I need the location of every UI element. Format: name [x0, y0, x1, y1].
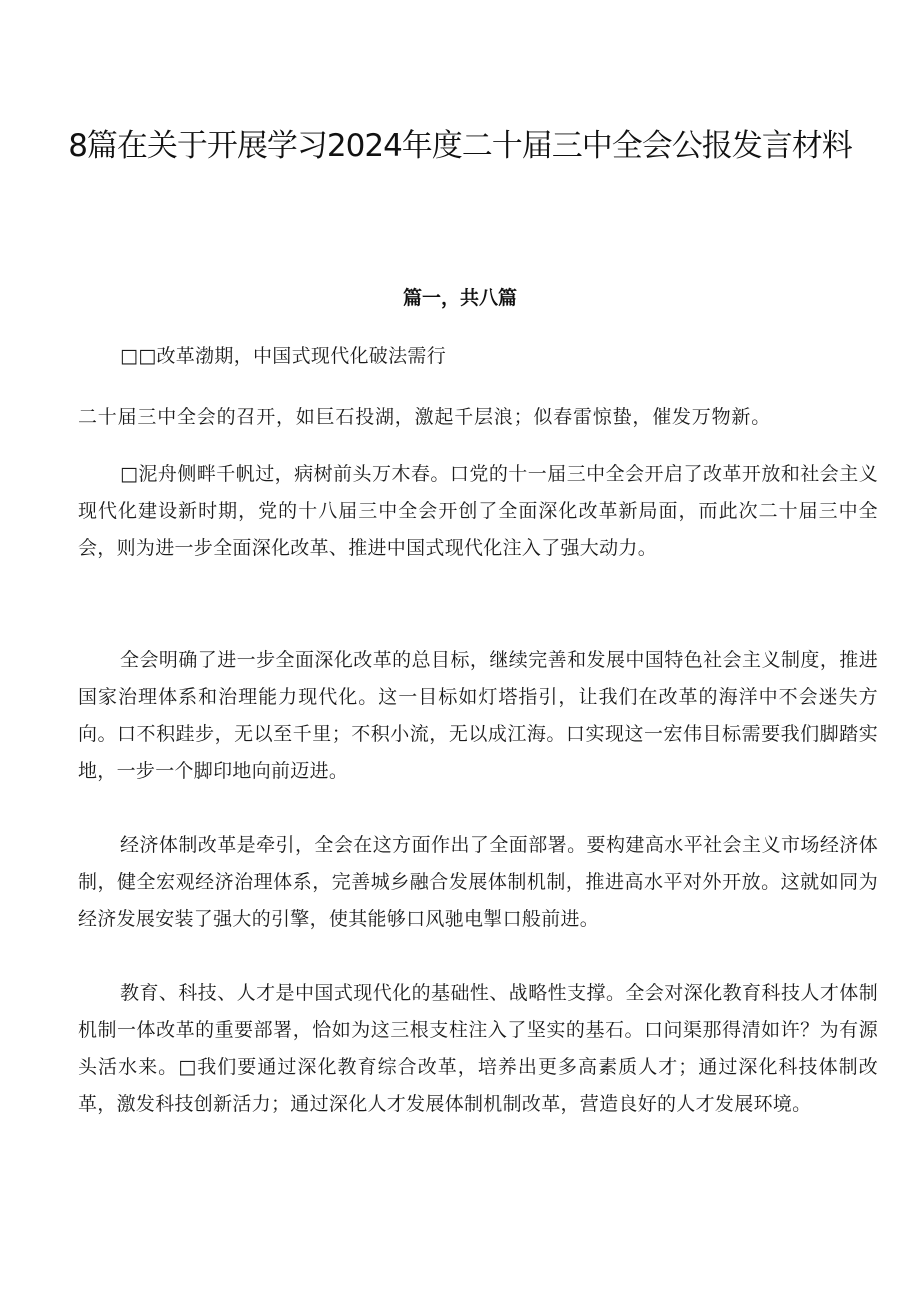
- paragraph-goal: 全会明确了进一步全面深化改革的总目标，继续完善和发展中国特色社会主义制度，推进国家治理体系和治理能力现代化。这一目标如灯塔指引，让我们在改革的海洋中不会迷失方向。口不积跬步，无以至千里；不积小流，无以成江海。口实现这一宏伟目标需要我们脚踏实地，一步一个脚印地向前迈进。: [78, 649, 878, 782]
- document-title: 8篇在关于开展学习2024年度二十届三中全会公报发言材料: [68, 128, 852, 164]
- section-heading: 篇一，共八篇: [402, 287, 517, 309]
- paragraph-education: 教育、科技、人才是中国式现代化的基础性、战略性支撑。全会对深化教育科技人才体制机制一体改革的重要部署，恰如为这三根支柱注入了坚实的基石。口问渠那得清如许？为有源头活水来。□我们要通过深化教育综合改革，培养出更多高素质人才；通过深化科技体制改革，激发科技创新活力；通过深化人才发展体制机制改革，营造良好的人才发展环境。: [78, 982, 878, 1115]
- paragraph-subtitle: □□改革渤期，中国式现代化破法需行: [120, 345, 447, 367]
- paragraph-intro: 二十届三中全会的召开，如巨石投湖，激起千层浪；似春雷惊蛰，催发万物新。: [78, 406, 772, 428]
- paragraph-history: □泥舟侧畔千帆过，病树前头万木春。口党的十一届三中全会开启了改革开放和社会主义现代化建设新时期，党的十八届三中全会开创了全面深化改革新局面，而此次二十届三中全会，则为进一步全面深化改革、推进中国式现代化注入了强大动力。: [78, 463, 878, 559]
- paragraph-economy: 经济体制改革是牵引，全会在这方面作出了全面部署。要构建高水平社会主义市场经济体制，健全宏观经济治理体系，完善城乡融合发展体制机制，推进高水平对外开放。这就如同为经济发展安装了强大的引擎，使其能够口风驰电掣口般前进。: [78, 834, 878, 930]
